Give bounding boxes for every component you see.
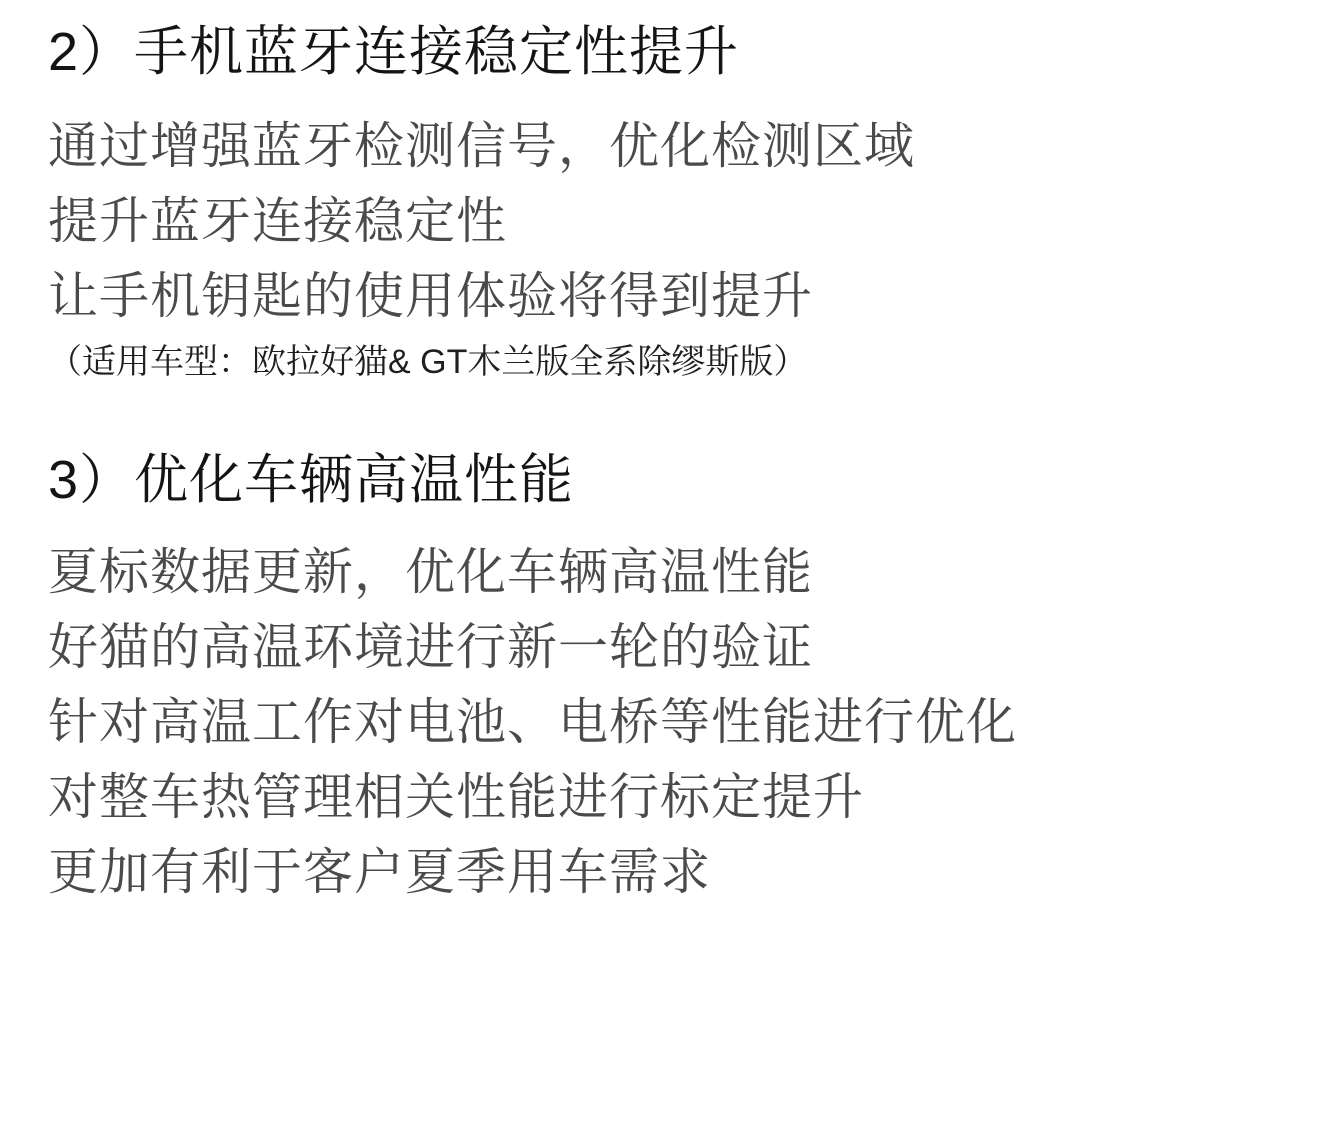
section-bluetooth-stability [48,18,1290,386]
section-spacer [48,386,1290,446]
section-high-temperature-performance [48,446,1290,910]
body-line: 针对高温工作对电池、电桥等性能进行优化 [48,694,1017,751]
section-heading: 2）手机蓝牙连接稳定性提升 [48,22,740,82]
body-line: 让手机钥匙的使用体验将得到提升 [48,268,813,325]
body-line: 通过增强蓝牙检测信号，优化检测区域 [48,118,915,175]
body-line: 提升蓝牙连接稳定性 [48,193,507,250]
section-heading: 3）优化车辆高温性能 [48,450,575,510]
body-line: 夏标数据更新，优化车辆高温性能 [48,544,813,601]
body-line: 对整车热管理相关性能进行标定提升 [48,769,864,826]
applicable-models-note: （适用车型：欧拉好猫& GT木兰版全系除缪斯版） [48,343,808,382]
body-line: 好猫的高温环境进行新一轮的验证 [48,619,813,676]
body-line: 更加有利于客户夏季用车需求 [48,844,711,901]
